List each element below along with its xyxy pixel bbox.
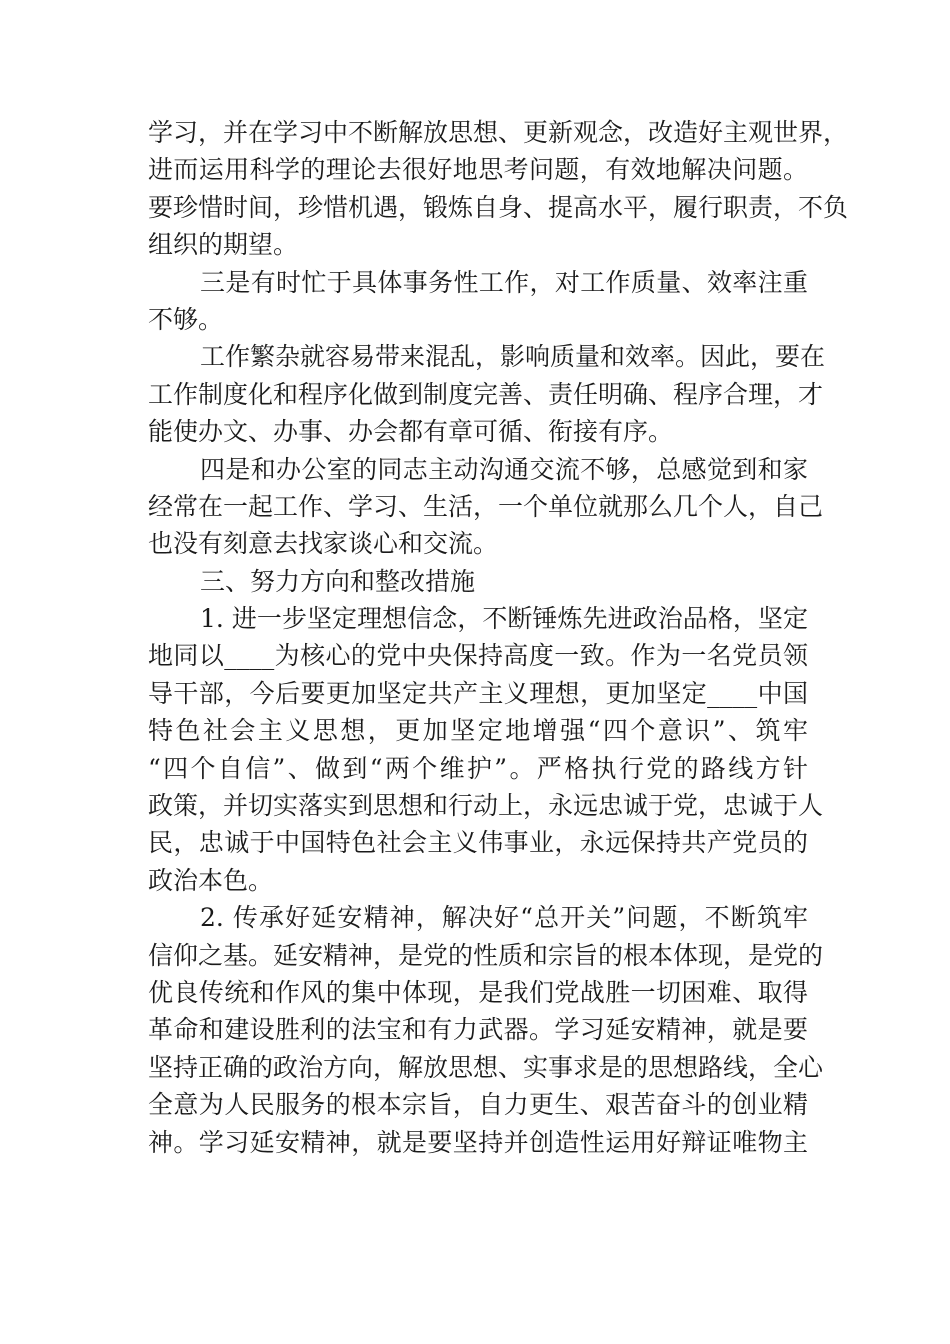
text-line: 政策，并切实落实到思想和行动上，永远忠诚于党，忠诚于人 [148,791,824,821]
text-line: 组织的期望。 [148,230,299,260]
text-line: 能使办文、办事、办会都有章可循、衔接有序。 [148,417,674,447]
text-line: 坚持正确的政治方向，解放思想、实事求是的思想路线，全心 [148,1052,824,1082]
text-line: 要珍惜时间，珍惜机遇，锻炼自身、提高水平，履行职责，不负 [148,192,849,222]
text-line: 1. 进一步坚定理想信念，不断锤炼先进政治品格，坚定 [200,604,808,634]
text-line: 不够。 [148,304,224,334]
text-line: 2. 传承好延安精神，解决好“总开关”问题，不断筑牢 [200,903,808,933]
text-line: 工作制度化和程序化做到制度完善、责任明确、程序合理，才 [148,379,824,409]
text-line: 优良传统和作风的集中体现，是我们党战胜一切困难、取得 [148,977,808,1007]
text-line: 革命和建设胜利的法宝和有力武器。学习延安精神，就是要 [148,1015,808,1045]
text-line: 特色社会主义思想，更加坚定地增强“四个意识”、筑牢 [148,716,808,746]
document-body [148,114,849,1161]
text-line: 导干部，今后要更加坚定共产主义理想，更加坚定____中国 [148,678,808,708]
text-line: 神。学习延安精神，就是要坚持并创造性运用好辩证唯物主 [148,1127,808,1157]
text-line: 也没有刻意去找家谈心和交流。 [148,529,499,559]
text-line: 进而运用科学的理论去很好地思考问题，有效地解决问题。 [148,155,808,185]
text-line: 经常在一起工作、学习、生活，一个单位就那么几个人，自己 [148,491,824,521]
text-line: “四个自信”、做到“两个维护”。严格执行党的路线方针 [148,753,808,783]
text-line: 信仰之基。延安精神，是党的性质和宗旨的根本体现，是党的 [148,940,824,970]
text-line: 工作繁杂就容易带来混乱，影响质量和效率。因此，要在 [200,342,826,372]
text-line: 民，忠诚于中国特色社会主义伟事业，永远保持共产党员的 [148,828,808,858]
text-line: 三、努力方向和整改措施 [200,566,476,596]
text-line: 政治本色。 [148,865,274,895]
text-line: 全意为人民服务的根本宗旨，自力更生、艰苦奋斗的创业精 [148,1090,808,1120]
text-line: 学习，并在学习中不断解放思想、更新观念，改造好主观世界， [148,118,849,147]
text-line: 四是和办公室的同志主动沟通交流不够，总感觉到和家 [200,454,808,484]
text-line: 地同以____为核心的党中央保持高度一致。作为一名党员领 [148,641,808,671]
text-line: 三是有时忙于具体事务性工作，对工作质量、效率注重 [200,267,808,297]
